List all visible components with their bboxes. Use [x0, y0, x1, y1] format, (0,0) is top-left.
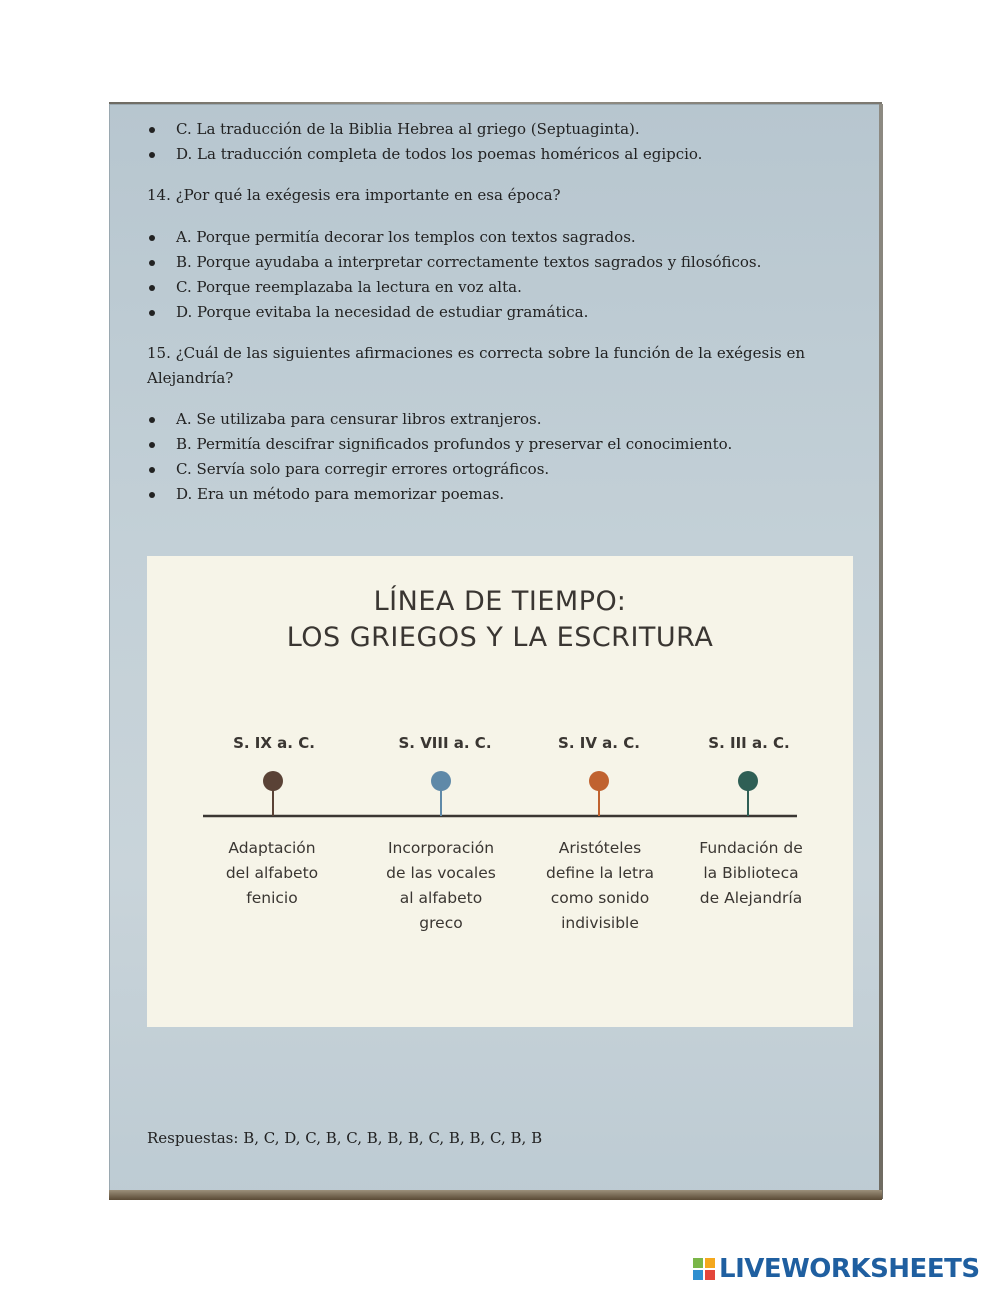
- liveworksheets-logo[interactable]: [692, 1254, 980, 1284]
- timeline-marker-dot: [738, 771, 758, 791]
- option: D. Era un método para memorizar poemas.: [147, 482, 827, 507]
- timeline-card: [147, 556, 853, 1027]
- timeline-date-1: S. IX a. C.: [233, 734, 315, 752]
- desc-line: define la letra: [546, 864, 654, 882]
- desc-line: fenicio: [246, 889, 298, 907]
- desc-line: Fundación de: [699, 839, 803, 857]
- question-15-text: [147, 341, 827, 391]
- question-14-options: [147, 225, 827, 325]
- logo-text: LIVEWORKSHEETS: [719, 1254, 980, 1284]
- option: D. Porque evitaba la necesidad de estudiar gramática.: [147, 300, 827, 325]
- timeline-title-line-1: LÍNEA DE TIEMPO:: [373, 586, 627, 617]
- timeline-date-4: S. III a. C.: [708, 734, 790, 752]
- liveworksheets-logo-icon: [692, 1257, 716, 1281]
- desc-line: la Biblioteca: [703, 864, 799, 882]
- option: A. Porque permitía decorar los templos con textos sagrados.: [147, 225, 827, 250]
- question-15-line-1: 15. ¿Cuál de las siguientes afirmaciones es correcta sobre la función de la exégesis en: [147, 344, 806, 362]
- option: C. La traducción de la Biblia Hebrea al griego (Septuaginta).: [147, 117, 827, 142]
- timeline-desc-4: [676, 836, 826, 911]
- option: B. Porque ayudaba a interpretar correctamente textos sagrados y filosóficos.: [147, 250, 827, 275]
- timeline-desc-3: [525, 836, 675, 936]
- option: D. La traducción completa de todos los poemas homéricos al egipcio.: [147, 142, 827, 167]
- paper-bottom-edge: [109, 1190, 882, 1200]
- desc-line: Adaptación: [228, 839, 316, 857]
- option: B. Permitía descifrar significados profundos y preservar el conocimiento.: [147, 432, 827, 457]
- option: C. Servía solo para corregir errores ortográficos.: [147, 457, 827, 482]
- desc-line: como sonido: [550, 889, 650, 907]
- timeline-date-2: S. VIII a. C.: [398, 734, 492, 752]
- desc-line: Aristóteles: [558, 839, 642, 857]
- timeline-desc-2: [366, 836, 516, 936]
- timeline-marker-dot: [263, 771, 283, 791]
- question-14-text: 14. ¿Por qué la exégesis era importante en esa época?: [147, 186, 561, 204]
- desc-line: Incorporación: [387, 839, 495, 857]
- option: A. Se utilizaba para censurar libros extranjeros.: [147, 407, 827, 432]
- answers-line: Respuestas: B, C, D, C, B, C, B, B, B, C, B, B, C, B, B: [147, 1129, 543, 1147]
- timeline-graphic: [147, 556, 853, 1027]
- desc-line: del alfabeto: [225, 864, 319, 882]
- paper-right-edge: [879, 104, 883, 1199]
- timeline-desc-1: [197, 836, 347, 911]
- timeline-marker-dot: [431, 771, 451, 791]
- desc-line: indivisible: [561, 914, 639, 932]
- desc-line: greco: [419, 914, 463, 932]
- desc-line: de las vocales: [386, 864, 496, 882]
- option: C. Porque reemplazaba la lectura en voz alta.: [147, 275, 827, 300]
- desc-line: al alfabeto: [399, 889, 483, 907]
- prev-question-options: [147, 117, 827, 167]
- timeline-title-line-2: LOS GRIEGOS Y LA ESCRITURA: [286, 622, 714, 653]
- question-15-options: [147, 407, 827, 507]
- question-15-line-2: Alejandría?: [147, 369, 234, 387]
- desc-line: de Alejandría: [699, 889, 803, 907]
- timeline-date-3: S. IV a. C.: [558, 734, 640, 752]
- timeline-marker-dot: [589, 771, 609, 791]
